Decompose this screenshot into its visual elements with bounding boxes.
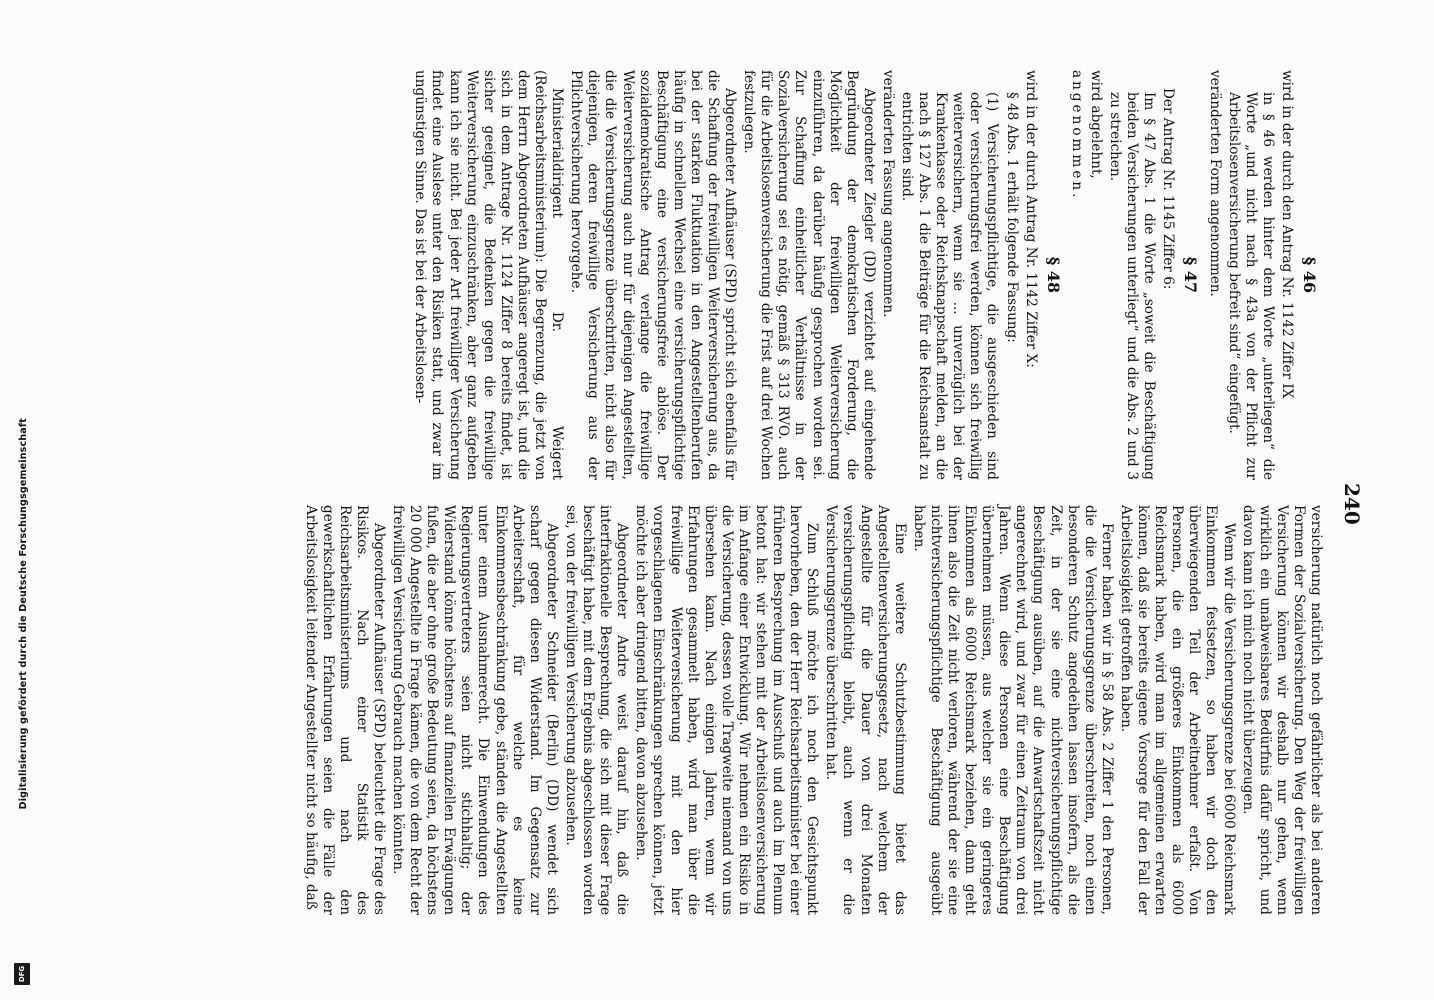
amendment-quote: Im § 47 Abs. 1 die Worte „soweit die Beschäftigung beiden Versicherungen unterliegt“ und die Abs. 2 und 3 zu streichen. <box>1107 92 1158 480</box>
paragraph: Zum Schluß möchte ich noch den Gesichtspunkt hervorheben, den der Herr Reichsarbeitsminister bei einer früheren Besprechung im Ausschuß und auch im Plenum betont hat: wir stehen mit der Arbeitslosenversicherung im Anfange einer Entwicklung. Wir nehmen ein Risiko in die Versicherung, dessen volle Tragweite niemand von uns übersehen kann. Nach einigen Jahren, wenn wir Erfahrungen gesammelt haben, wird man über die freiwillige Weiterversicherung mit den hier vorgeschlagenen Einschränkungen sprechen können, jetzt möchte ich aber dringend bitten, davon abzusehen. <box>633 505 821 915</box>
paragraph: veränderten Fassung angenommen. <box>879 70 896 318</box>
amendment-quote: (1) Versicherungspflichtige, die ausgeschieden sind oder versicherungsfrei werden, können sich freiwillig weiterversichern, wenn sie ... unverzüglich bei der Krankenkasse oder Reichsknappschaft melden, an die nach § 127 Abs. 1 die Beiträge für die Reichsanstalt zu entrichten sind. <box>899 92 1001 480</box>
left-column <box>409 70 1324 480</box>
paragraph: Eine weitere Schutzbestimmung bietet das Angestelltenversicherungsgesetz, nach welchem der Angestellte für die Dauer von drei Monaten versicherungspflichtig bleibt, auch wenn er die Versicherungsgrenze überschritten hat. <box>823 505 908 915</box>
right-column <box>299 505 1324 915</box>
paragraph: wird in der durch Antrag Nr. 1142 Ziffer X: <box>1022 70 1039 368</box>
paragraph: wird in der durch den Antrag Nr. 1142 Ziffer IX <box>1278 70 1295 399</box>
paragraph: Der Antrag Nr. 1145 Ziffer 6: <box>1160 88 1177 290</box>
paragraph: Ferner haben wir in § 58 Abs. 2 Ziffer 1 den Personen, die die Versicherungsgrenze überschreiten, noch einen besonderen Schutz angedeihen lassen insofern, als die Zeit, in der sie eine nichtversicherungspflichtige Beschäftigung ausüben, auf die Anwartschaftszeit nicht angerechnet wird, und zwar für einen Zeitraum von drei Jahren. Wenn diese Personen eine Beschäftigung übernehmen müssen, aus welcher sie ein geringeres Einkommen als 6000 Reichsmark beziehen, dann geht ihnen also die Zeit nicht verloren, während der sie eine nichtversicherungspflichtige Beschäftigung ausgeübt haben. <box>910 505 1115 915</box>
section-title-48: § 48 <box>1043 256 1063 294</box>
amendment-quote: in § 46 werden hinter dem Worte „unterliegen“ die Worte „und nicht nach § 43a von der Pflicht zur Arbeitslosenversicherung befreit sind“ eingefügt. <box>1225 92 1276 480</box>
section-title-47: § 47 <box>1181 256 1201 294</box>
paragraph: Wenn wir die Versicherungsgrenze bei 6000 Reichsmark Einkommen festsetzen, so haben wir doch den überwiegenden Teil der Arbeitnehmer erfaßt. Von Personen, die ein größeres Einkommen als 6000 Reichsmark haben, wird man im allgemeinen erwarten können, daß sie bereits eigene Vorsorge für den Fall der Arbeitslosigkeit getroffen haben. <box>1117 505 1237 915</box>
paragraph: Abgeordneter Schneider (Berlin) (DD) wendet sich scharf gegen diesen Widerstand. Im Gegensatz zur Arbeiterschaft, für welche es keine Einkommensbeschränkung gebe, ständen die Angestellten unter einem Ausnahmerecht. Die Einwendungen des Regierungsvertreters seien nicht stichhaltig; der Widerstand könne höchstens auf finanziellen Erwägungen fußen, die aber ohne große Bedeutung seien, da höchstens 20 000 Angestellte in Frage kämen, die von dem Recht der freiwilligen Versicherung Gebrauch machen könnten. <box>390 505 560 915</box>
section-title-46: § 46 <box>1300 256 1319 294</box>
paragraph: veränderten Form angenommen. <box>1206 70 1223 297</box>
dfg-logo: DFG <box>14 963 30 985</box>
paragraph: versicherung natürlich noch gefährlicher als bei anderen Formen der Sozialversicherung. Den Weg der freiwilligen Versicherung können wir deshalb nur gehen, wenn wirklich ein unabweisbares Bedürfnis dafür spricht, und davon kann ich mich noch nicht überzeugen. <box>1239 505 1324 915</box>
paragraph: Abgeordneter Aufhäuser (SPD) beleuchtet die Frage des Risikos. Nach einer Statistik des Reichsarbeitsministeriums und nach den gewerkschaftlichen Erfahrungen seien die Fälle der Arbeitslosigkeit leitender Angestellter nicht so häufig, daß <box>302 505 387 915</box>
paragraph: Abgeordneter Ziegler (DD) verzichtet auf eingehende Begründung der demokratischen Forderung, die Möglichkeit der freiwilligen Weiterversicherung einzuführen, da darüber häufig gesprochen worden sei. Zur Schaffung einheitlicher Verhältnisse in der Sozialversicherung sei es nötig, gemäß § 313 RVO. auch für die Arbeitslosenversicherung die Frist auf drei Wochen festzulegen. <box>741 70 877 480</box>
paragraph: Ministerialdirigent Dr. Weigert (Reichsarbeitsministerium): Die Begrenzung, die jetzt von dem Herrn Abgeordneten Aufhäuser angeregt ist, und die sich in dem Antrage Nr. 1124 Ziffer 8 bereits findet, ist sicher geeignet, die Bedenken gegen die freiwillige Weiterversicherung einzuschränken, aber ganz aufgeben kann ich sie nicht. Bei jeder Art freiwilliger Versicherung findet eine Auslese unter den Risiken statt, und zwar im ungünstigen Sinne. Das ist bei der Arbeitslosen- <box>412 70 566 480</box>
page-number: 240 <box>1340 483 1364 525</box>
paragraph: Abgeordneter Andre weist darauf hin, daß die interfraktionelle Besprechung, die sich mit dieser Frage beschäftigt habe, mit dem Ergebnis abgeschlossen worden sei, von der freiwilligen Versicherung abzusehen. <box>562 505 631 915</box>
amendment-quote-intro: § 48 Abs. 1 erhält folgende Fassung: <box>1003 92 1020 343</box>
digitization-credit: Digitalisierung gefördert durch die Deutsche Forschungsgemeinschaft <box>18 418 29 810</box>
paragraph: Abgeordneter Aufhäuser (SPD) spricht sich ebenfalls für die Schaffung der freiwilligen Weiterversicherung aus, da bei der starken Fluktuation in den Angestelltenberufen häufig in schnellem Wechsel eine versicherungspflichtige Beschäftigung eine versicherungsfreie ablöse. Der sozialdemokratische Antrag verlange die freiwillige Weiterversicherung auch nur für diejenigen Angestellten, die die Versicherungsgrenze überschritten, nicht also für diejenigen, deren freiwillige Versicherung aus der Pflichtversicherung hervorgehe. <box>568 70 739 480</box>
paragraph: angenommen. <box>1068 70 1085 201</box>
paragraph: wird abgelehnt, <box>1087 70 1104 179</box>
